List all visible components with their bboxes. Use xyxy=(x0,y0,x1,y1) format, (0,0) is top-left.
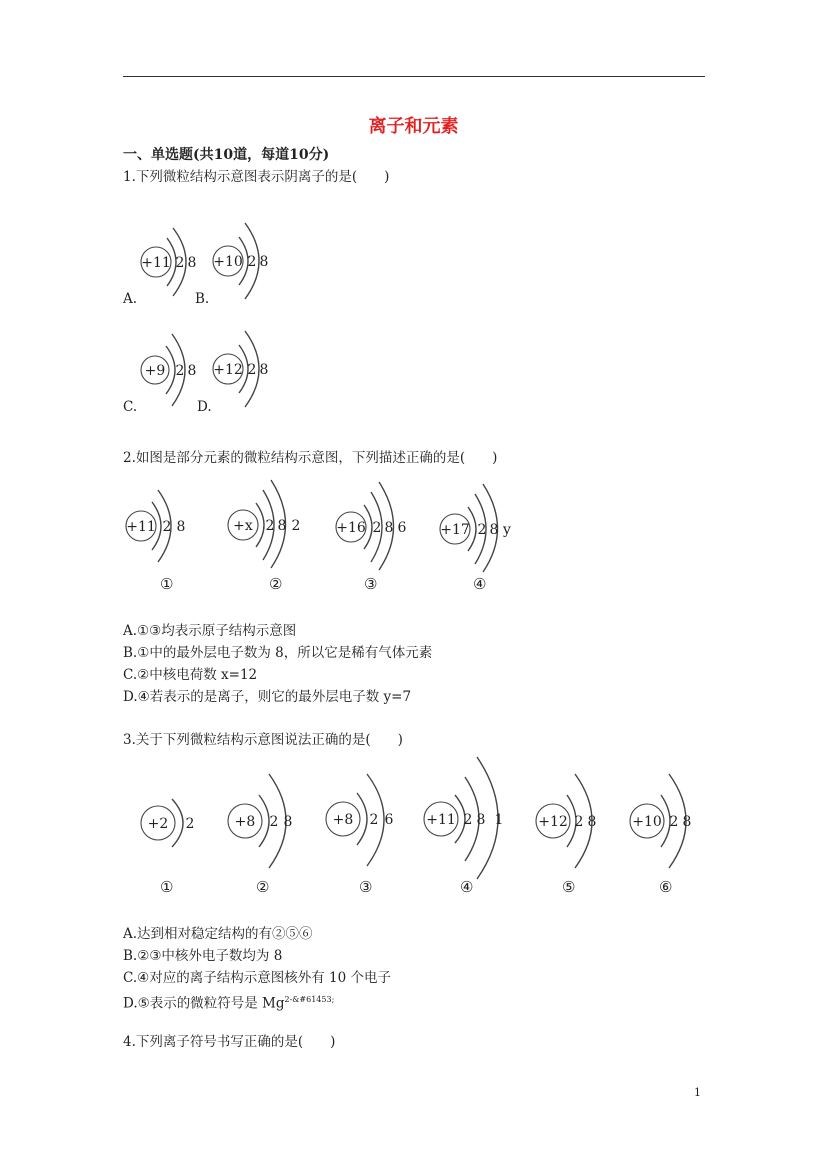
shell-electrons: 8 xyxy=(187,363,197,379)
q2-option-b: B.①中的最外层电子数为 8，所以它是稀有气体元素 xyxy=(123,645,433,661)
page-number: 1 xyxy=(694,1086,701,1099)
nucleus-charge: +11 xyxy=(141,255,171,271)
shell-arc xyxy=(256,503,264,547)
q1-stem: 1.下列微粒结构示意图表示阴离子的是( ) xyxy=(123,169,390,185)
nucleus-charge: +x xyxy=(233,518,253,534)
shell-electrons: 6 xyxy=(397,520,407,536)
q3-atom-4 xyxy=(421,755,521,881)
q3-atom-2 xyxy=(227,770,307,870)
shell-electrons: 8 xyxy=(259,254,269,270)
nucleus-charge: +8 xyxy=(332,812,354,828)
shell-electrons: 8 xyxy=(682,814,692,830)
q2-option-a: A.①③均表示原子结构示意图 xyxy=(123,623,297,639)
shell-electrons: 2 xyxy=(247,362,257,378)
shell-electrons: 8 xyxy=(587,814,597,830)
shell-electrons: y xyxy=(503,522,511,538)
q2-marker-3: ③ xyxy=(364,575,378,593)
q2-atom-1 xyxy=(125,485,205,571)
q1-label-d: D. xyxy=(197,399,212,415)
q1-atom-b xyxy=(211,218,281,306)
q1-label-b: B. xyxy=(195,291,210,307)
nucleus-charge: +12 xyxy=(538,814,568,830)
shell-electrons: 2 xyxy=(291,518,301,534)
shell-electrons: 1 xyxy=(494,812,504,828)
nucleus-charge: +16 xyxy=(336,520,366,536)
q3-option-d xyxy=(123,992,334,1012)
nucleus-charge: +11 xyxy=(126,519,156,535)
q3-marker-4: ④ xyxy=(460,878,474,896)
shell-electrons: 8 xyxy=(176,519,186,535)
q2-option-c: C.②中核电荷数 x=12 xyxy=(123,667,258,683)
nucleus-charge: +11 xyxy=(426,812,456,828)
shell-electrons: 8 xyxy=(384,520,394,536)
section-heading: 一、单选题(共10道，每道10分) xyxy=(123,147,330,163)
shell-electrons: 8 xyxy=(187,255,197,271)
q3-option-c: C.④对应的离子结构示意图核外有 10 个电子 xyxy=(123,970,392,986)
q3-option-d-superscript: 2-&#61453; xyxy=(284,995,335,1004)
shell-electrons: 2 xyxy=(477,522,487,538)
nucleus-charge: +9 xyxy=(144,363,166,379)
q4-stem: 4.下列离子符号书写正确的是( ) xyxy=(123,1034,336,1050)
q2-option-d: D.④若表示的是离子，则它的最外层电子数 y=7 xyxy=(123,689,412,705)
nucleus-charge: +8 xyxy=(234,814,256,830)
shell-electrons: 2 xyxy=(372,520,382,536)
shell-electrons: 8 xyxy=(283,814,293,830)
shell-arc xyxy=(166,346,175,394)
q2-atom-4 xyxy=(438,482,528,574)
nucleus-charge: +10 xyxy=(213,254,243,270)
shell-electrons: 6 xyxy=(384,812,394,828)
nucleus-charge: +12 xyxy=(213,362,243,378)
shell-arc xyxy=(259,795,269,847)
q3-marker-2: ② xyxy=(256,878,270,896)
q3-stem: 3.关于下列微粒结构示意图说法正确的是( ) xyxy=(123,732,403,748)
q2-marker-1: ① xyxy=(160,575,174,593)
q3-marker-5: ⑤ xyxy=(562,878,576,896)
q2-atom-3 xyxy=(334,480,424,572)
q1-label-c: C. xyxy=(123,399,138,415)
shell-electrons: 8 xyxy=(476,812,486,828)
nucleus-charge: +17 xyxy=(440,522,470,538)
q1-atom-d xyxy=(211,326,281,414)
shell-electrons: 2 xyxy=(265,518,275,534)
q2-marker-4: ④ xyxy=(473,575,487,593)
shell-electrons: 2 xyxy=(162,519,172,535)
shell-electrons: 2 xyxy=(185,816,195,832)
shell-arc xyxy=(172,799,183,847)
shell-electrons: 2 xyxy=(574,814,584,830)
shell-electrons: 8 xyxy=(277,518,287,534)
q3-option-b: B.②③中核外电子数均为 8 xyxy=(123,948,283,964)
shell-electrons: 2 xyxy=(247,254,257,270)
q3-marker-1: ① xyxy=(160,878,174,896)
q3-atom-5 xyxy=(533,770,613,870)
shell-electrons: 8 xyxy=(489,522,499,538)
shell-electrons: 2 xyxy=(369,812,379,828)
q3-atom-3 xyxy=(325,770,405,870)
page-title: 离子和元素 xyxy=(368,116,459,137)
q2-atom-2 xyxy=(226,478,316,570)
q3-atom-1 xyxy=(140,785,210,861)
q2-marker-2: ② xyxy=(269,575,283,593)
header-rule xyxy=(123,76,705,77)
shell-electrons: 8 xyxy=(259,362,269,378)
shell-arc xyxy=(357,793,367,845)
shell-electrons: 2 xyxy=(669,814,679,830)
q3-atom-6 xyxy=(627,770,707,870)
nucleus-charge: +10 xyxy=(632,814,662,830)
shell-electrons: 2 xyxy=(175,255,185,271)
q2-stem: 2.如图是部分元素的微粒结构示意图，下列描述正确的是( ) xyxy=(123,450,498,466)
q1-label-a: A. xyxy=(123,291,138,307)
q3-option-d-text: D.⑤表示的微粒符号是 Mg xyxy=(123,995,285,1012)
q3-option-a: A.达到相对稳定结构的有②⑤⑥ xyxy=(123,926,313,942)
nucleus-charge: +2 xyxy=(147,816,169,832)
shell-electrons: 2 xyxy=(269,814,279,830)
shell-electrons: 2 xyxy=(463,812,473,828)
q3-marker-6: ⑥ xyxy=(659,878,673,896)
q3-marker-3: ③ xyxy=(359,878,373,896)
shell-electrons: 2 xyxy=(175,363,185,379)
